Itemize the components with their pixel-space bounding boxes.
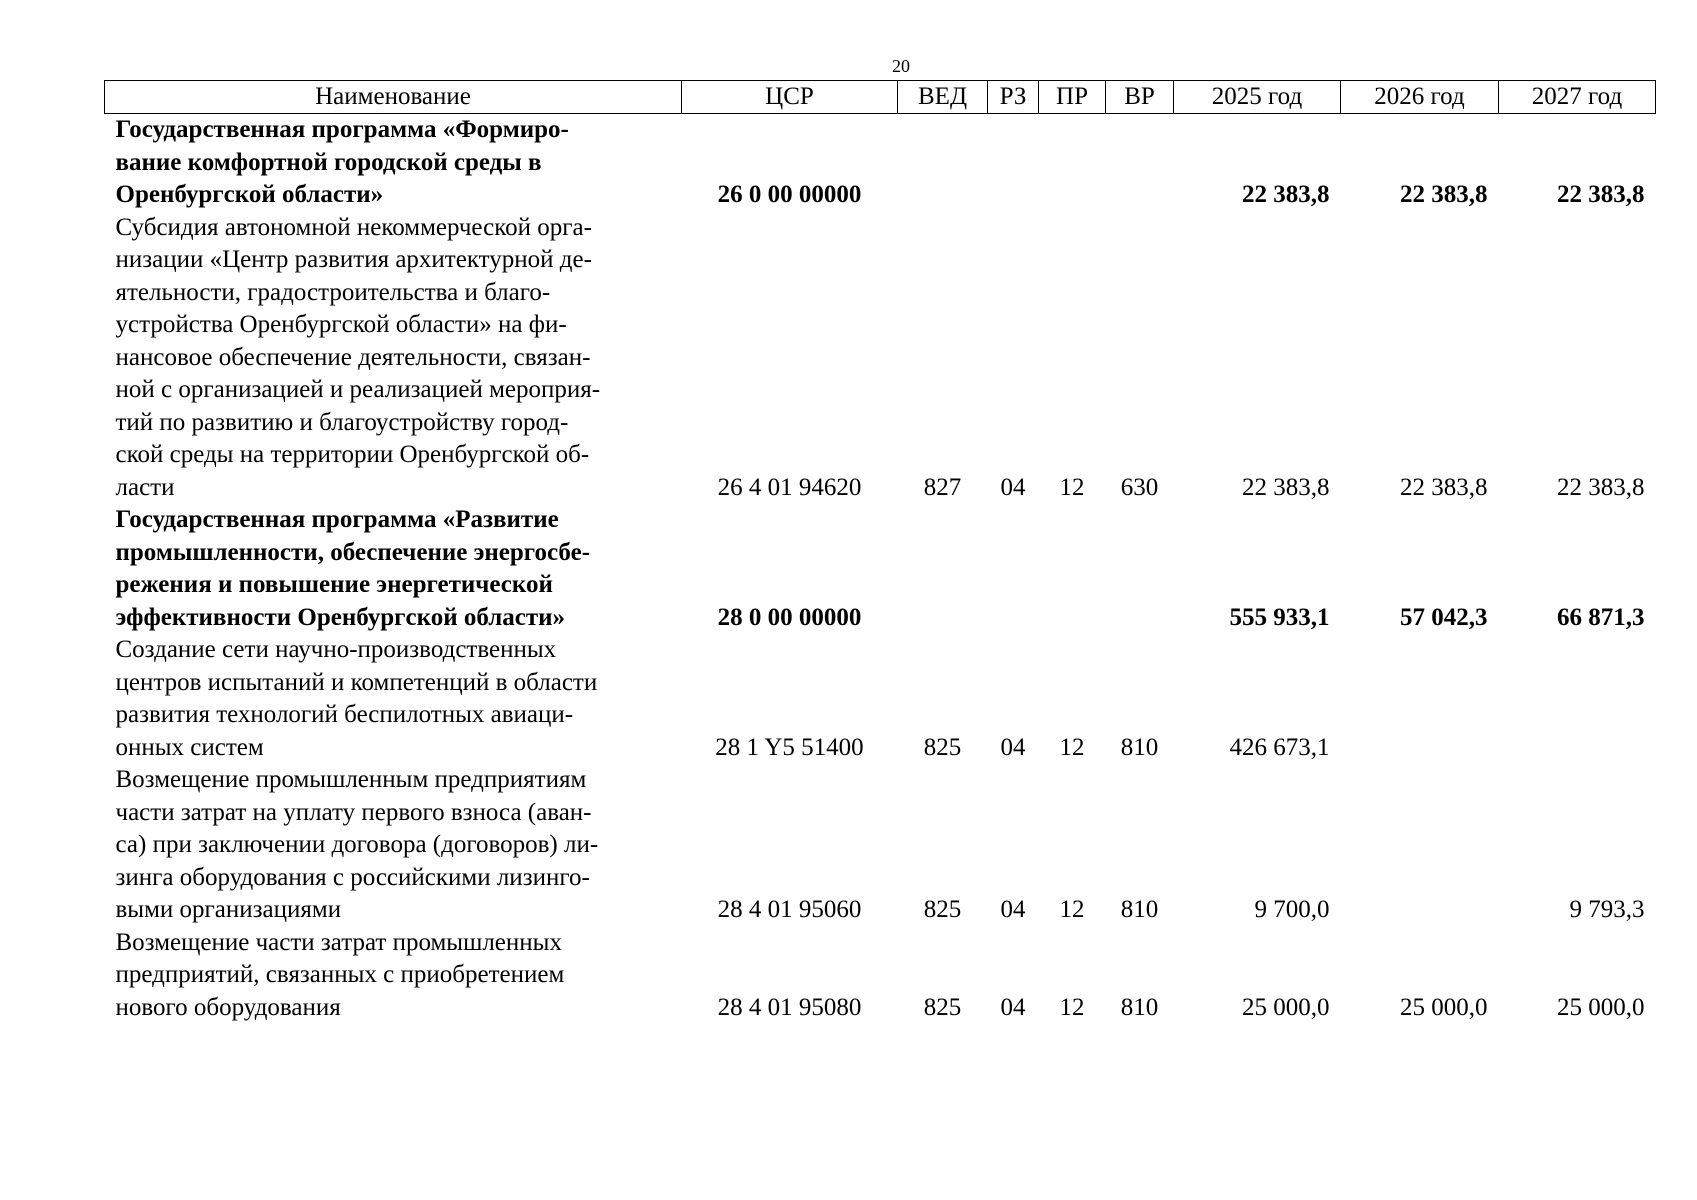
row-name bbox=[105, 114, 682, 212]
row-name bbox=[105, 212, 682, 505]
row-name-line: Государственная программа «Формиро- bbox=[115, 116, 569, 143]
row-name-line: тий по развитию и благоустройству город- bbox=[115, 408, 569, 436]
row-amount-2027: 25 000,0 bbox=[1557, 993, 1645, 1021]
table-row bbox=[105, 927, 1656, 1025]
row-name-line: низации «Центр развития архитектурной де- bbox=[115, 246, 592, 273]
row-name-line: ятельности, градостроительства и благо- bbox=[115, 278, 551, 306]
row-name-line: Создание сети научно-производственных bbox=[115, 636, 557, 663]
row-vr: 810 bbox=[1120, 993, 1159, 1021]
row-amount-2027: 22 383,8 bbox=[1557, 181, 1645, 208]
row-name-line: Оренбургской области» bbox=[115, 181, 384, 208]
row-name-line: ласти bbox=[115, 473, 175, 501]
row-ved bbox=[898, 114, 988, 212]
row-amount-2026 bbox=[1341, 634, 1499, 764]
row-name-line: са) при заключении договора (договоров) ли- bbox=[115, 831, 599, 858]
budget-table bbox=[104, 80, 1656, 1024]
row-vr bbox=[1106, 114, 1174, 212]
row-amount-2026 bbox=[1341, 764, 1499, 927]
row-name-line: режения и повышение энергетической bbox=[115, 571, 553, 598]
row-csr: 28 4 01 95060 bbox=[717, 896, 862, 923]
row-amount-2027 bbox=[1499, 634, 1656, 764]
table-row bbox=[105, 504, 1656, 634]
column-header-name: Наименование bbox=[105, 81, 682, 114]
row-ved bbox=[898, 504, 988, 634]
row-name-line: Государственная программа «Развитие bbox=[115, 506, 559, 533]
row-rz bbox=[988, 114, 1039, 212]
column-header-ved: ВЕД bbox=[898, 81, 988, 114]
row-name bbox=[105, 764, 682, 927]
table-row bbox=[105, 634, 1656, 764]
column-header-2026: 2026 год bbox=[1341, 81, 1499, 114]
row-pr: 12 bbox=[1059, 473, 1085, 501]
row-vr bbox=[1106, 504, 1174, 634]
column-header-2027: 2027 год bbox=[1499, 81, 1656, 114]
row-amount-2027: 66 871,3 bbox=[1557, 603, 1645, 631]
row-name-line: части затрат на уплату первого взноса (аван- bbox=[115, 798, 592, 826]
row-name-line: ской среды на территории Оренбургской об- bbox=[115, 441, 590, 468]
page-number: 20 bbox=[892, 56, 910, 76]
row-pr bbox=[1039, 504, 1106, 634]
row-name-line: ной с организацией и реализацией мероприя- bbox=[115, 376, 601, 403]
row-csr: 26 4 01 94620 bbox=[717, 473, 862, 501]
column-header-2025: 2025 год bbox=[1174, 81, 1341, 114]
row-pr: 12 bbox=[1059, 896, 1085, 923]
column-header-pr: ПР bbox=[1039, 81, 1106, 114]
row-amount-2026: 25 000,0 bbox=[1400, 993, 1488, 1021]
row-name-line: нового оборудования bbox=[115, 993, 341, 1021]
row-amount-2026: 22 383,8 bbox=[1400, 473, 1488, 501]
row-amount-2026: 57 042,3 bbox=[1400, 603, 1488, 631]
row-amount-2025: 22 383,8 bbox=[1242, 473, 1330, 501]
row-csr: 28 4 01 95080 bbox=[717, 993, 862, 1021]
column-header-csr: ЦСР bbox=[682, 81, 898, 114]
row-name-line: нансовое обеспечение деятельности, связан- bbox=[115, 343, 591, 371]
row-amount-2027: 22 383,8 bbox=[1557, 473, 1645, 501]
row-csr: 28 1 Y5 51400 bbox=[715, 733, 864, 761]
row-rz bbox=[988, 504, 1039, 634]
row-ved: 825 bbox=[923, 733, 962, 761]
row-name-line: Возмещение промышленным предприятиям bbox=[115, 766, 587, 793]
row-csr: 26 0 00 00000 bbox=[717, 181, 862, 208]
row-name-line: промышленности, обеспечение энергосбе- bbox=[115, 538, 591, 566]
row-pr: 12 bbox=[1059, 733, 1085, 761]
row-name-line: онных систем bbox=[115, 733, 264, 761]
row-ved: 827 bbox=[923, 473, 962, 501]
row-name-line: выми организациями bbox=[115, 896, 342, 923]
row-vr: 630 bbox=[1120, 473, 1159, 501]
row-name-line: вание комфортной городской среды в bbox=[115, 148, 542, 176]
row-csr: 28 0 00 00000 bbox=[717, 603, 862, 631]
row-name-line: эффективности Оренбургской области» bbox=[115, 603, 566, 631]
row-name-line: зинга оборудования с российскими лизинго- bbox=[115, 863, 590, 891]
row-rz: 04 bbox=[1000, 473, 1026, 501]
row-amount-2025: 9 700,0 bbox=[1254, 896, 1330, 923]
row-name bbox=[105, 504, 682, 634]
row-amount-2025: 426 673,1 bbox=[1229, 733, 1330, 761]
column-header-rz: РЗ bbox=[988, 81, 1039, 114]
row-rz: 04 bbox=[1000, 896, 1026, 923]
row-vr: 810 bbox=[1120, 733, 1159, 761]
row-pr: 12 bbox=[1059, 993, 1085, 1021]
row-name-line: развития технологий беспилотных авиаци- bbox=[115, 701, 574, 728]
row-name bbox=[105, 927, 682, 1025]
row-ved: 825 bbox=[923, 993, 962, 1021]
row-name-line: центров испытаний и компетенций в области bbox=[115, 668, 598, 696]
row-vr: 810 bbox=[1120, 896, 1159, 923]
row-name-line: Возмещение части затрат промышленных bbox=[115, 928, 562, 956]
table-header-row bbox=[105, 81, 1656, 114]
row-name-line: Субсидия автономной некоммерческой орга- bbox=[115, 213, 592, 241]
row-rz: 04 bbox=[1000, 993, 1026, 1021]
row-amount-2025: 555 933,1 bbox=[1229, 603, 1330, 631]
row-name-line: предприятий, связанных с приобретением bbox=[115, 961, 565, 988]
table-row bbox=[105, 764, 1656, 927]
row-amount-2025: 25 000,0 bbox=[1242, 993, 1330, 1021]
row-name bbox=[105, 634, 682, 764]
row-pr bbox=[1039, 114, 1106, 212]
column-header-vr: ВР bbox=[1106, 81, 1174, 114]
table-row bbox=[105, 114, 1656, 212]
row-ved: 825 bbox=[923, 896, 962, 923]
row-name-line: устройства Оренбургской области» на фи- bbox=[115, 311, 567, 338]
row-amount-2025: 22 383,8 bbox=[1242, 181, 1330, 208]
row-amount-2027: 9 793,3 bbox=[1569, 896, 1645, 923]
row-amount-2026: 22 383,8 bbox=[1400, 181, 1488, 208]
row-rz: 04 bbox=[1000, 733, 1026, 761]
table-row bbox=[105, 212, 1656, 505]
